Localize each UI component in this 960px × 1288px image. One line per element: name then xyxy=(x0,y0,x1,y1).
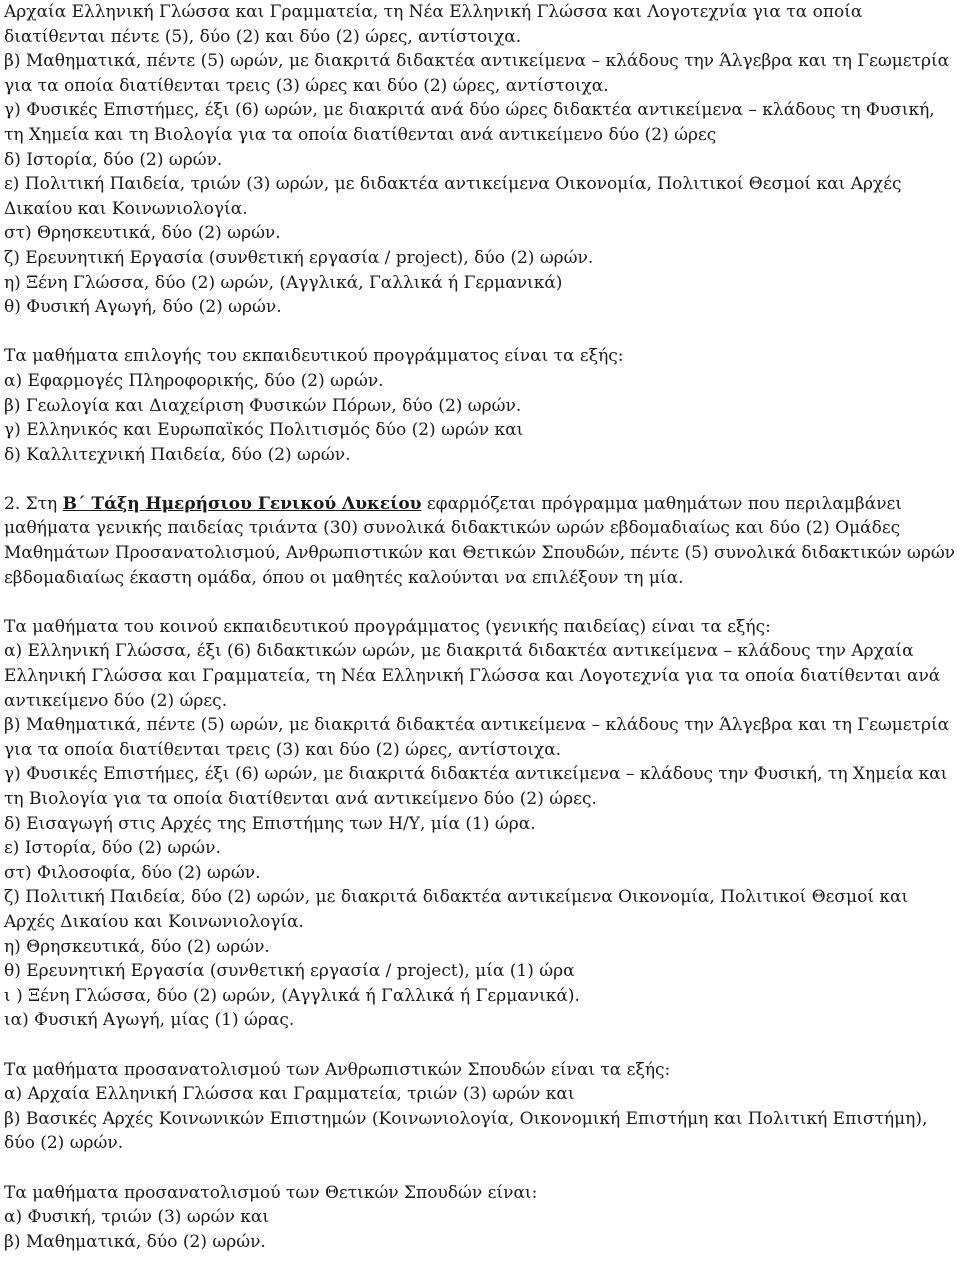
block-sciences-orientation xyxy=(4,1181,958,1255)
paragraph: στ) Φιλοσοφία, δύο (2) ωρών. xyxy=(4,862,261,883)
paragraph: γ) Φυσικές Επιστήμες, έξι (6) ωρών, με διακριτά διδακτέα αντικείμενα – κλάδους την Φυσική, τη Χημεία και τη Βιολογία για τα οποία διατίθενται ανά αντικείμενο δύο (2) ώρες. xyxy=(4,764,948,809)
paragraph: Αρχαία Ελληνική Γλώσσα και Γραμματεία, τη Νέα Ελληνική Γλώσσα και Λογοτεχνία για τα οποία διατίθενται πέντε (5), δύο (2) και δύο (2) ώρες, αντίστοιχα. xyxy=(4,2,863,47)
paragraph: η) Ξένη Γλώσσα, δύο (2) ωρών, (Αγγλικά, Γαλλικά ή Γερμανικά) xyxy=(4,272,563,293)
document-page xyxy=(4,0,958,1254)
block-core-subjects-a-continued xyxy=(4,0,958,320)
paragraph: α) Φυσική, τριών (3) ωρών και xyxy=(4,1207,270,1228)
paragraph: γ) Φυσικές Επιστήμες, έξι (6) ωρών, με διακριτά ανά δύο ώρες διδακτέα αντικείμενα – κλάδους τη Φυσική, τη Χημεία και τη Βιολογία για τα οποία διατίθενται ανά αντικείμενο δύο (2) ώρες xyxy=(4,100,935,145)
paragraph: η) Θρησκευτικά, δύο (2) ωρών. xyxy=(4,936,270,957)
paragraph: β) Βασικές Αρχές Κοινωνικών Επιστημών (Κοινωνιολογία, Οικονομική Επιστήμη και Πολιτική Επιστήμη), δύο (2) ωρών. xyxy=(4,1108,928,1154)
block-humanities-orientation xyxy=(4,1058,958,1156)
blank-line xyxy=(4,1033,958,1058)
section-2-prefix: 2. Στη xyxy=(4,493,63,514)
paragraph: Τα μαθήματα του κοινού εκπαιδευτικού προγράμματος (γενικής παιδείας) είναι τα εξής: xyxy=(4,616,771,637)
paragraph: ε) Πολιτική Παιδεία, τριών (3) ωρών, με διδακτέα αντικείμενα Οικονομία, Πολιτικοί Θεσμοί και Αρχές Δικαίου και Κοινωνιολογία. xyxy=(4,174,902,219)
paragraph: θ) Φυσική Αγωγή, δύο (2) ωρών. xyxy=(4,297,282,318)
paragraph: δ) Καλλιτεχνική Παιδεία, δύο (2) ωρών. xyxy=(4,444,351,465)
block-elective-subjects xyxy=(4,344,958,467)
paragraph: δ) Ιστορία, δύο (2) ωρών. xyxy=(4,149,223,170)
paragraph: ζ) Πολιτική Παιδεία, δύο (2) ωρών, με διακριτά διδακτέα αντικείμενα Οικονομία, Πολιτικοί Θεσμοί και Αρχές Δικαίου και Κοινωνιολογία. xyxy=(4,887,909,932)
paragraph: ι ) Ξένη Γλώσσα, δύο (2) ωρών, (Αγγλικά ή Γαλλικά ή Γερμανικά). xyxy=(4,985,580,1006)
paragraph: α) Εφαρμογές Πληροφορικής, δύο (2) ωρών. xyxy=(4,370,384,391)
blank-line xyxy=(4,590,958,615)
section-2-text: εφαρμόζεται πρόγραμμα μαθημάτων που περιλαμβάνει μαθήματα γενικής παιδείας τριάντα (30) συνολικά διδακτικών ωρών εβδομαδιαίως και δύο (2) Ομάδες Μαθημάτων Προσανατολισμού, Ανθρωπιστικών και Θετικών Σπουδών, πέντε (5) συνολικά διδακτικών ωρών εβδομαδιαίως έκαστη ομάδα, όπου οι μαθητές καλούνται να επιλέξουν τη μία. xyxy=(4,493,956,588)
paragraph: β) Μαθηματικά, πέντε (5) ωρών, με διακριτά διδακτέα αντικείμενα – κλάδους την Άλγεβρα και τη Γεωμετρία για τα οποία διατίθενται τρεις (3) και δύο (2) ώρες, αντίστοιχα. xyxy=(4,715,950,760)
paragraph: Τα μαθήματα επιλογής του εκπαιδευτικού προγράμματος είναι τα εξής: xyxy=(4,346,624,367)
paragraph: Τα μαθήματα προσανατολισμού των Θετικών Σπουδών είναι: xyxy=(4,1182,538,1203)
blank-line xyxy=(4,320,958,345)
paragraph: ζ) Ερευνητική Εργασία (συνθετική εργασία / project), δύο (2) ωρών. xyxy=(4,247,594,268)
paragraph: Τα μαθήματα προσανατολισμού των Ανθρωπιστικών Σπουδών είναι τα εξής: xyxy=(4,1059,671,1080)
paragraph: ε) Ιστορία, δύο (2) ωρών. xyxy=(4,838,221,859)
section-2-paragraph xyxy=(4,492,958,590)
paragraph: β) Μαθηματικά, δύο (2) ωρών. xyxy=(4,1231,266,1252)
section-2-heading: Β΄ Τάξη Ημερήσιου Γενικού Λυκείου xyxy=(62,493,422,514)
paragraph: ια) Φυσική Αγωγή, μίας (1) ώρας. xyxy=(4,1010,295,1031)
paragraph: α) Αρχαία Ελληνική Γλώσσα και Γραμματεία, τριών (3) ωρών και xyxy=(4,1084,575,1105)
blank-line xyxy=(4,467,958,492)
paragraph: δ) Εισαγωγή στις Αρχές της Επιστήμης των Η/Υ, μία (1) ώρα. xyxy=(4,813,536,834)
paragraph: α) Ελληνική Γλώσσα, έξι (6) διδακτικών ωρών, με διακριτά διδακτέα αντικείμενα – κλάδους την Αρχαία Ελληνική Γλώσσα και Γραμματεία, τη Νέα Ελληνική Γλώσσα και Λογοτεχνία για τα οποία διατίθενται ανά αντικείμενο δύο (2) ώρες. xyxy=(4,641,941,711)
paragraph: στ) Θρησκευτικά, δύο (2) ωρών. xyxy=(4,223,281,244)
paragraph: β) Γεωλογία και Διαχείριση Φυσικών Πόρων, δύο (2) ωρών. xyxy=(4,395,522,416)
blank-line xyxy=(4,1156,958,1181)
block-core-subjects-b xyxy=(4,615,958,1033)
paragraph: β) Μαθηματικά, πέντε (5) ωρών, με διακριτά διδακτέα αντικείμενα – κλάδους την Άλγεβρα και τη Γεωμετρία για τα οποία διατίθενται τρεις (3) ώρες και δύο (2) ώρες, αντίστοιχα. xyxy=(4,51,950,96)
paragraph: θ) Ερευνητική Εργασία (συνθετική εργασία / project), μία (1) ώρα xyxy=(4,961,575,982)
paragraph: γ) Ελληνικός και Ευρωπαϊκός Πολιτισμός δύο (2) ωρών και xyxy=(4,420,524,441)
